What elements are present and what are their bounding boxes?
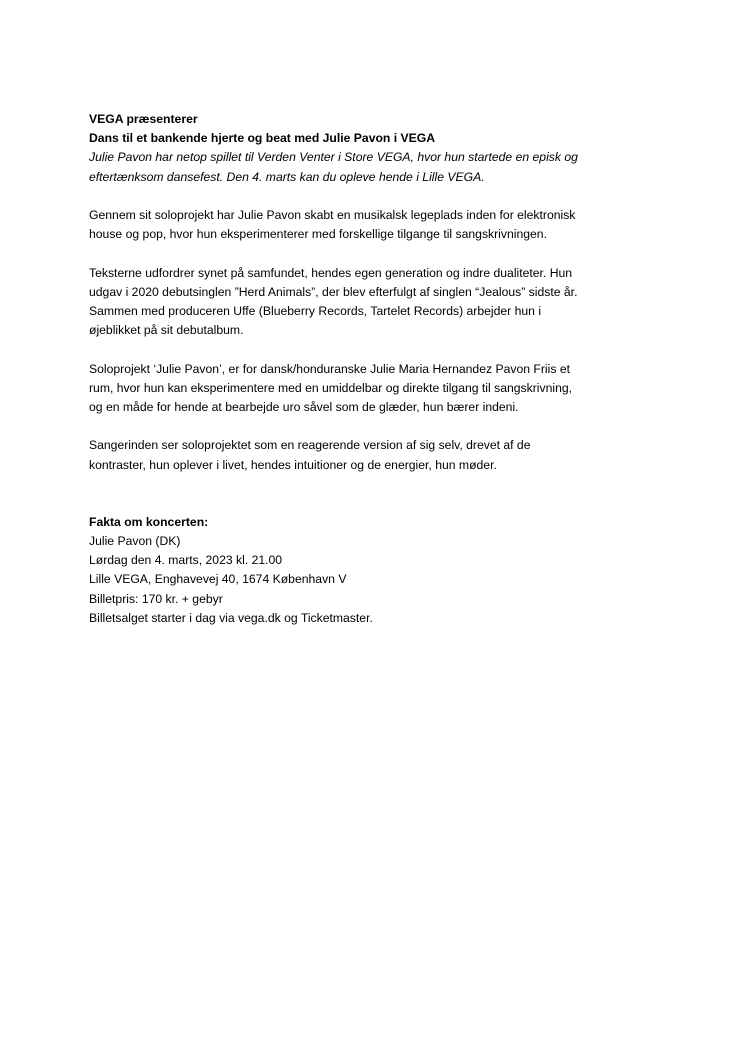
body-paragraph-1 [89, 206, 689, 244]
facts-price: Billetpris: 170 kr. + gebyr [89, 591, 223, 606]
body-line: Gennem sit soloprojekt har Julie Pavon skabt en musikalsk legeplads inden for elektronisk [89, 208, 576, 222]
facts-date: Lørdag den 4. marts, 2023 kl. 21.00 [89, 553, 283, 568]
body-line: udgav i 2020 debutsinglen ”Herd Animals”, der blev efterfulgt af singlen “Jealous” sidste år. [89, 284, 578, 299]
body-line: og en måde for hende at bearbejde uro såvel som de glæder, hun bærer indeni. [89, 400, 519, 414]
facts-artist: Julie Pavon (DK) [89, 534, 181, 548]
body-line: house og pop, hvor hun eksperimenterer med forskellige tilgange til sangskrivningen. [89, 227, 547, 242]
headline: Dans til et bankende hjerte og beat med Julie Pavon i VEGA [89, 131, 436, 146]
lead-paragraph [89, 148, 689, 186]
body-line: kontraster, hun oplever i livet, hendes intuitioner og de energier, hun møder. [89, 457, 497, 472]
body-line: Soloprojekt ‘Julie Pavon’, er for dansk/honduranske Julie Maria Hernandez Pavon Friis et [89, 361, 570, 376]
body-line: Teksterne udfordrer synet på samfundet, hendes egen generation og indre dualiteter. Hun [89, 265, 573, 280]
lead-line: eftertænksom dansefest. Den 4. marts kan du opleve hende i Lille VEGA. [89, 169, 485, 184]
body-paragraph-4 [89, 436, 689, 474]
body-line: Sangerinden ser soloprojektet som en reagerende version af sig selv, drevet af de [89, 438, 531, 453]
body-text [89, 206, 689, 475]
press-release-page [89, 110, 689, 628]
concert-facts [89, 513, 689, 628]
lead-line: Julie Pavon har netop spillet til Verden Venter i Store VEGA, hvor hun startede en episk og [89, 150, 578, 165]
press-header [89, 110, 689, 187]
facts-heading: Fakta om koncerten: [89, 514, 209, 529]
body-line: rum, hvor hun kan eksperimentere med en umiddelbar og direkte tilgang til sangskrivning, [89, 380, 573, 395]
section-spacer [89, 475, 689, 513]
body-paragraph-2 [89, 264, 689, 341]
facts-venue: Lille VEGA, Enghavevej 40, 1674 København V [89, 572, 347, 587]
facts-ticket-sale: Billetsalget starter i dag via vega.dk og Ticketmaster. [89, 610, 373, 625]
body-line: Sammen med produceren Uffe (Blueberry Records, Tartelet Records) arbejder hun i [89, 304, 542, 318]
body-line: øjeblikket på sit debutalbum. [89, 323, 244, 338]
body-paragraph-3 [89, 360, 689, 418]
presenter-line: VEGA præsenterer [89, 112, 198, 126]
